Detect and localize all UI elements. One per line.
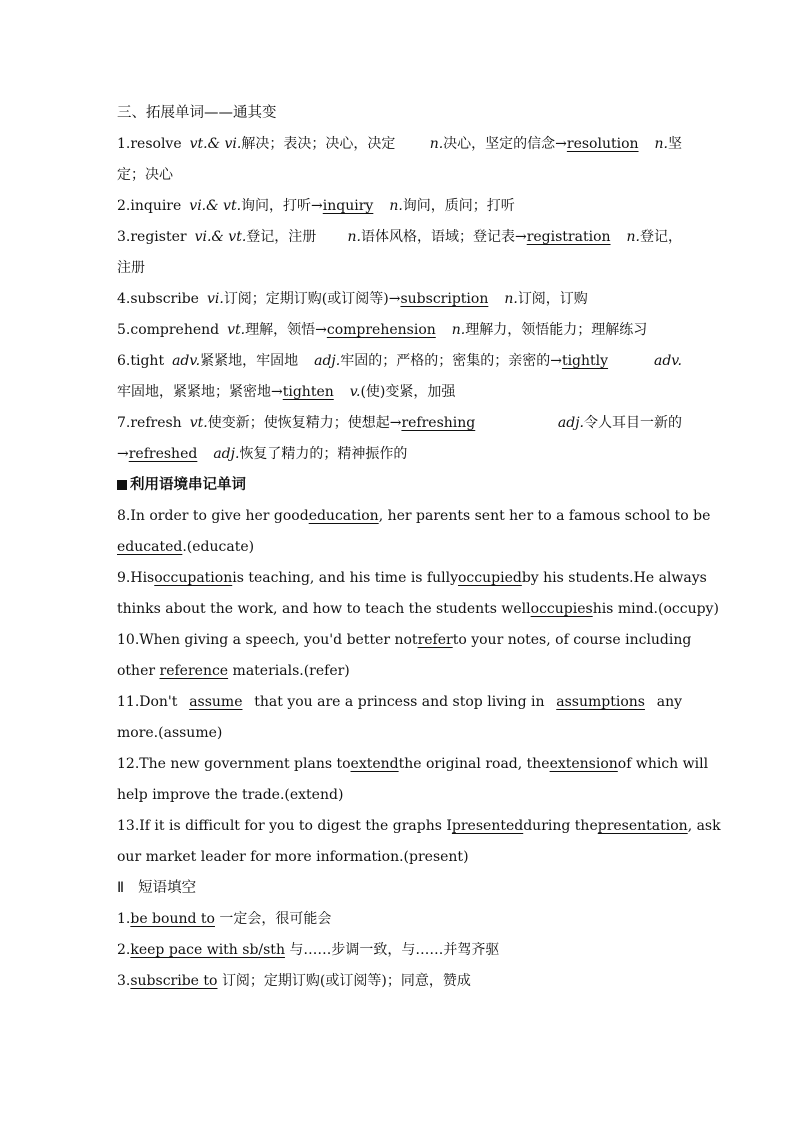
answer-blank: presented bbox=[451, 818, 524, 834]
sentence-11: 11.Don't assume that you are a princess and stop living in assumptions any bbox=[117, 687, 682, 718]
vocab-item-7-cont: →refreshed adj.恢复了精力的；精神振作的 bbox=[117, 446, 408, 462]
answer-blank: presentation bbox=[597, 818, 688, 834]
vocab-item-1-cont: 定；决心 bbox=[117, 167, 173, 183]
vocab-item-3: 3.register vi.& vt.登记，注册 n.语体风格，语域；登记表→registration n.登记， bbox=[117, 229, 682, 245]
vocab-item-7: 7.refresh vt.使变新；使恢复精力；使想起→refreshing adj.令人耳目一新的 bbox=[117, 415, 682, 431]
answer-blank: tighten bbox=[282, 384, 334, 400]
vocab-item-2: 2.inquire vi.& vt.询问，打听→inquiry n.询问，质问；打听 bbox=[117, 198, 515, 214]
phrase-item-2: 2.keep pace with sb/sth 与……步调一致，与……并驾齐驱 bbox=[117, 942, 500, 958]
answer-blank: registration bbox=[526, 229, 611, 245]
answer-blank: be bound to bbox=[130, 911, 215, 927]
sentence-9: 9.His occupation is teaching, and his time is fully occupied by his students.He always bbox=[117, 563, 682, 594]
vocab-item-4: 4.subscribe vi.订阅；定期订购(或订阅等)→subscription n.订阅，订购 bbox=[117, 291, 588, 307]
answer-blank: education bbox=[308, 508, 379, 524]
sentence-12-cont: help improve the trade.(extend) bbox=[117, 787, 344, 803]
sentence-11-cont: more.(assume) bbox=[117, 725, 223, 741]
answer-blank: refreshing bbox=[401, 415, 476, 431]
answer-blank: reference bbox=[159, 663, 229, 679]
answer-blank: inquiry bbox=[322, 198, 374, 214]
answer-blank: refer bbox=[417, 632, 453, 648]
answer-blank: refreshed bbox=[128, 446, 198, 462]
answer-blank: occupied bbox=[458, 570, 522, 586]
vocab-item-3-cont: 注册 bbox=[117, 260, 145, 276]
sentence-13-cont: our market leader for more information.(present) bbox=[117, 849, 469, 865]
answer-blank: educated bbox=[117, 539, 183, 555]
vocab-item-6-cont: 牢固地，紧紧地；紧密地→tighten v.(使)变紧，加强 bbox=[117, 384, 456, 400]
sentence-8: 8.In order to give her good education , her parents sent her to a famous school to be bbox=[117, 501, 682, 532]
vocab-item-5: 5.comprehend vt.理解，领悟→comprehension n.理解力，领悟能力；理解练习 bbox=[117, 322, 648, 338]
sentence-12: 12.The new government plans to extend the original road, the extension of which will bbox=[117, 749, 682, 780]
answer-blank: extension bbox=[549, 756, 618, 772]
section-title-expand-words: 三、拓展单词——通其变 bbox=[117, 105, 277, 121]
section-title-phrases: Ⅱ 短语填空 bbox=[117, 880, 197, 896]
sentence-8-cont: educated.(educate) bbox=[117, 539, 255, 555]
answer-blank: assume bbox=[189, 694, 243, 710]
answer-blank: assumptions bbox=[556, 694, 645, 710]
answer-blank: occupies bbox=[530, 601, 593, 617]
answer-blank: resolution bbox=[566, 136, 639, 152]
answer-blank: subscribe to bbox=[130, 973, 218, 989]
answer-blank: keep pace with sb/sth bbox=[130, 942, 285, 958]
phrase-item-3: 3.subscribe to 订阅；定期订购(或订阅等)；同意，赞成 bbox=[117, 973, 471, 989]
sentence-10: 10.When giving a speech, you'd better not refer to your notes, of course including bbox=[117, 625, 682, 656]
square-bullet-icon bbox=[117, 480, 127, 490]
answer-blank: extend bbox=[350, 756, 399, 772]
context-heading: 利用语境串记单词 bbox=[117, 470, 682, 501]
worksheet-page bbox=[117, 98, 721, 997]
answer-blank: tightly bbox=[561, 353, 609, 369]
phrase-item-1: 1.be bound to 一定会，很可能会 bbox=[117, 911, 332, 927]
vocab-item-1: 1.resolve vt.& vi.解决；表决；决心，决定 n.决心，坚定的信念→resolution n.坚 bbox=[117, 136, 682, 152]
answer-blank: subscription bbox=[400, 291, 489, 307]
sentence-9-cont: thinks about the work, and how to teach the students well occupies his mind.(occupy) bbox=[117, 594, 682, 625]
sentence-13: 13.If it is difficult for you to digest the graphs I presented during the presentation , ask bbox=[117, 811, 682, 842]
answer-blank: occupation bbox=[154, 570, 233, 586]
vocab-item-6: 6.tight adv.紧紧地，牢固地 adj.牢固的；严格的；密集的；亲密的→tightly adv. bbox=[117, 353, 682, 369]
answer-blank: comprehension bbox=[326, 322, 436, 338]
sentence-10-cont: other reference materials.(refer) bbox=[117, 663, 350, 679]
